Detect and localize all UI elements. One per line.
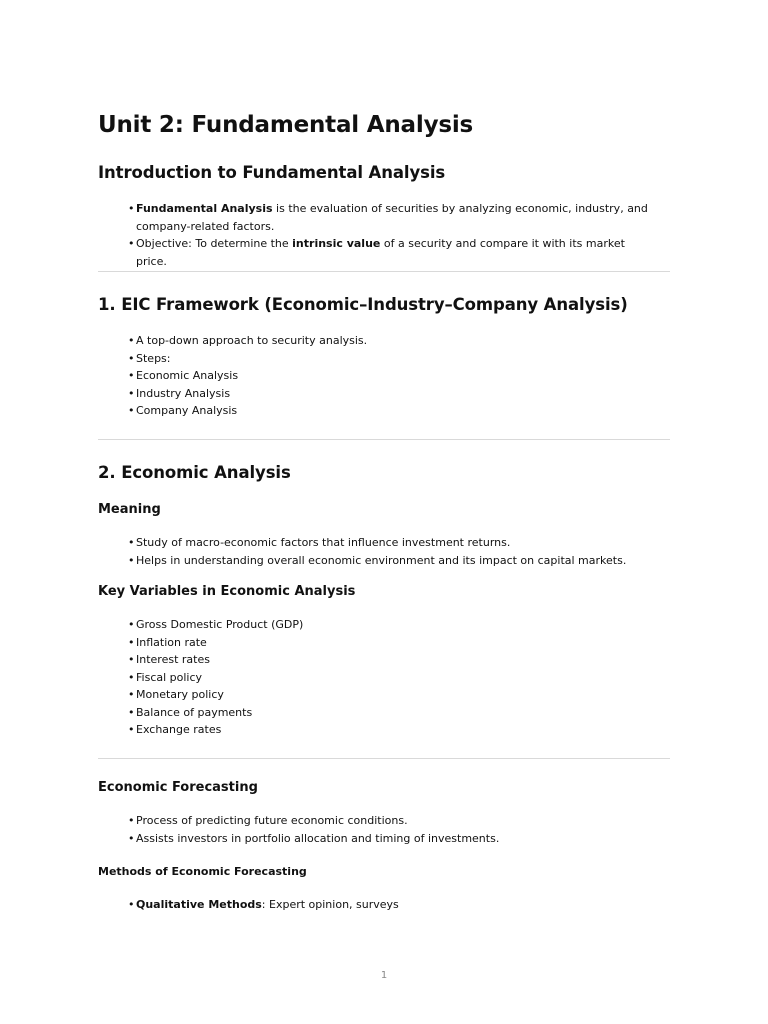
meaning-list bbox=[128, 534, 648, 569]
list-item: • Gross Domestic Product (GDP) bbox=[128, 616, 648, 634]
list-item: • Inflation rate bbox=[128, 634, 648, 652]
page-title: Unit 2: Fundamental Analysis bbox=[98, 112, 474, 138]
list-item: • Assists investors in portfolio allocation and timing of investments. bbox=[128, 830, 648, 848]
bold-term: Qualitative Methods bbox=[136, 898, 262, 911]
item-text: is the evaluation of securities by analyzing economic, industry, and company-related factors. bbox=[136, 202, 648, 233]
eic-list bbox=[128, 332, 648, 420]
list-item: • Economic Analysis bbox=[128, 367, 648, 385]
section-divider bbox=[98, 271, 670, 272]
list-item: • Fiscal policy bbox=[128, 669, 648, 687]
list-item: • Helps in understanding overall economic environment and its impact on capital markets. bbox=[128, 552, 648, 570]
item-text: of a security and compare it with its market price. bbox=[136, 237, 625, 268]
list-item: • Steps: bbox=[128, 350, 648, 368]
list-item: • Company Analysis bbox=[128, 402, 648, 420]
intro-list bbox=[128, 200, 648, 270]
list-item bbox=[128, 235, 648, 270]
forecasting-heading: Economic Forecasting bbox=[98, 780, 258, 795]
section-divider bbox=[98, 758, 670, 759]
key-variables-list bbox=[128, 616, 648, 739]
list-item: • Study of macro-economic factors that influence investment returns. bbox=[128, 534, 648, 552]
list-item: • Industry Analysis bbox=[128, 385, 648, 403]
list-item: • Balance of payments bbox=[128, 704, 648, 722]
bold-term: intrinsic value bbox=[292, 237, 381, 250]
eic-heading: 1. EIC Framework (Economic–Industry–Company Analysis) bbox=[98, 295, 628, 314]
list-item: • Monetary policy bbox=[128, 686, 648, 704]
list-item bbox=[128, 200, 648, 235]
forecasting-list bbox=[128, 812, 648, 847]
list-item: • Exchange rates bbox=[128, 721, 648, 739]
list-item bbox=[128, 896, 648, 914]
methods-list bbox=[128, 896, 648, 914]
item-text: : Expert opinion, surveys bbox=[261, 898, 399, 911]
list-item: • A top-down approach to security analysis. bbox=[128, 332, 648, 350]
page-number: 1 bbox=[380, 970, 388, 981]
list-item: • Interest rates bbox=[128, 651, 648, 669]
meaning-heading: Meaning bbox=[98, 502, 161, 517]
key-variables-heading: Key Variables in Economic Analysis bbox=[98, 584, 356, 599]
list-item: • Process of predicting future economic conditions. bbox=[128, 812, 648, 830]
intro-heading: Introduction to Fundamental Analysis bbox=[98, 163, 446, 182]
methods-heading: Methods of Economic Forecasting bbox=[98, 865, 307, 878]
bold-term: Fundamental Analysis bbox=[136, 202, 273, 215]
section-divider bbox=[98, 439, 670, 440]
item-text: Objective: To determine the bbox=[136, 237, 293, 250]
economic-heading: 2. Economic Analysis bbox=[98, 463, 291, 482]
